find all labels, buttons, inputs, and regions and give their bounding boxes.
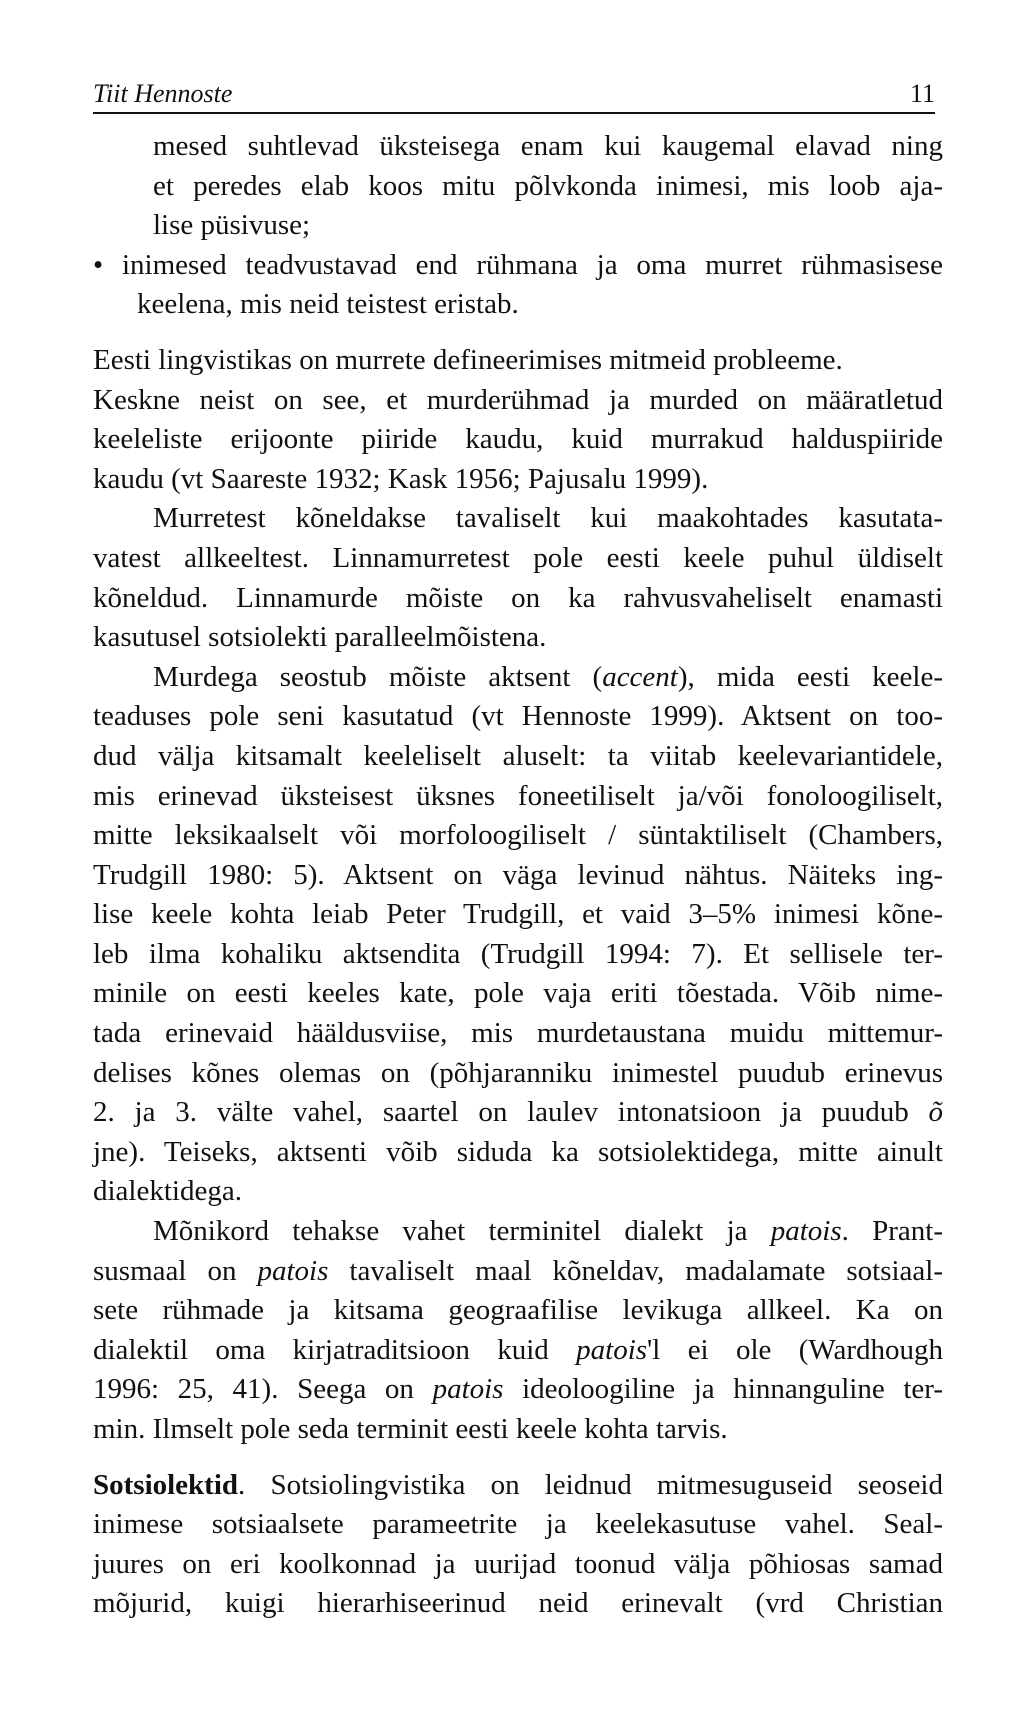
text-run: . Prant-: [841, 1215, 943, 1248]
text-line: kasutusel sotsiolekti paralleelmõistena.: [93, 621, 547, 654]
text-line: sete rühmade ja kitsama geograafilise levikuga allkeel. Ka on: [93, 1294, 943, 1327]
header-author: Tiit Hennoste: [93, 79, 233, 108]
italic-term: patois: [770, 1215, 842, 1248]
text-run: . Sotsiolingvistika on leidnud mitmesuguseid seoseid: [238, 1468, 943, 1501]
text-line: dud välja kitsamalt keeleliselt aluselt: ta viitab keelevariantidele,: [93, 739, 943, 772]
text-line: [93, 1093, 943, 1133]
text-line: Trudgill 1980: 5). Aktsent on väga levinud nähtus. Näiteks ing-: [93, 858, 943, 891]
text-line: vatest allkeeltest. Linnamurretest pole eesti keele puhul üldiselt: [93, 541, 943, 574]
text-line: et peredes elab koos mitu põlvkonda inimesi, mis loob aja-: [153, 169, 943, 202]
italic-term: accent: [602, 660, 678, 693]
text-line: keeleliste erijoonte piiride kaudu, kuid murrakud halduspiiride: [93, 423, 943, 456]
paragraph-gap: [93, 325, 943, 341]
text-line: [93, 1252, 943, 1292]
text-line: jne). Teiseks, aktsenti võib siduda ka sotsiolektidega, mitte ainult: [93, 1135, 943, 1168]
text-line: min. Ilmselt pole seda terminit eesti keele kohta tarvis.: [93, 1413, 728, 1445]
text-run: dialektil oma kirjatraditsioon kuid: [93, 1333, 577, 1366]
text-line: mitte leksikaalselt või morfoloogiliselt / süntaktiliselt (Chambers,: [93, 819, 943, 852]
text-line: [93, 1370, 943, 1410]
text-line: teaduses pole seni kasutatud (vt Hennoste 1999). Aktsent on too-: [93, 700, 943, 733]
italic-term: patois: [576, 1333, 648, 1366]
text-run: susmaal on: [93, 1254, 258, 1287]
italic-term: patois: [432, 1373, 504, 1406]
text-run: 'l ei ole (Wardhough: [647, 1333, 943, 1366]
text-line: lise keele kohta leiab Peter Trudgill, et vaid 3–5% inimesi kõne-: [93, 898, 943, 931]
text-line: [93, 1466, 943, 1506]
text-run: Mõnikord tehakse vahet terminitel dialekt ja: [153, 1215, 771, 1248]
text-line: delises kõnes olemas on (põhjaranniku inimestel puudub erinevus: [93, 1056, 943, 1089]
text-line: [93, 1212, 943, 1252]
text-line: Keskne neist on see, et murderühmad ja murded on määratletud: [93, 383, 943, 416]
text-line: dialektidega.: [93, 1175, 242, 1208]
body-text: [93, 127, 943, 1624]
text-run: Murdega seostub mõiste aktsent (: [153, 660, 603, 693]
text-line: [93, 658, 943, 698]
text-line: mõjurid, kuigi hierarhiseerinud neid erinevalt (vrd Christian: [93, 1587, 943, 1620]
text-line: inimese sotsiaalsete parameetrite ja keelekasutuse vahel. Seal-: [93, 1508, 943, 1541]
text-run: 1996: 25, 41). Seega on: [93, 1373, 433, 1406]
paragraph-gap: [93, 1450, 943, 1466]
text-line: minile on eesti keeles kate, pole vaja eriti tõestada. Võib nime-: [93, 977, 943, 1010]
text-line: kõneldud. Linnamurde mõiste on ka rahvusvaheliselt enamasti: [93, 581, 943, 614]
text-line: mesed suhtlevad üksteisega enam kui kaugemal elavad ning: [153, 130, 943, 162]
text-line: juures on eri koolkonnad ja uurijad toonud välja põhiosas samad: [93, 1547, 943, 1580]
section-heading: Sotsiolektid: [93, 1468, 239, 1501]
running-header: [93, 70, 935, 114]
bullet-line: • inimesed teadvustavad end rühmana ja oma murret rühmasisese: [93, 248, 943, 281]
text-line: Eesti lingvistikas on murrete defineerimises mitmeid probleeme.: [93, 343, 843, 376]
text-line: [93, 1331, 943, 1371]
text-line: mis erinevad üksteisest üksnes foneetiliselt ja/või fonoloogiliselt,: [93, 779, 943, 812]
text-line: lise püsivuse;: [153, 209, 311, 242]
page-number: 11: [909, 79, 935, 108]
text-run: ideoloogiline ja hinnanguline ter-: [503, 1373, 943, 1406]
text-run: ), mida eesti keele-: [677, 660, 943, 693]
text-line: Murretest kõneldakse tavaliselt kui maakohtades kasutata-: [153, 502, 943, 535]
text-line: tada erinevaid hääldusviise, mis murdetaustana muidu mittemur-: [93, 1017, 943, 1050]
italic-term: õ: [928, 1096, 943, 1129]
text-run: 2. ja 3. välte vahel, saartel on laulev intonatsioon ja puudub: [93, 1096, 929, 1129]
text-line: keelena, mis neid teistest eristab.: [137, 288, 519, 321]
text-line: leb ilma kohaliku aktsendita (Trudgill 1994: 7). Et sellisele ter-: [93, 937, 943, 970]
italic-term: patois: [257, 1254, 329, 1287]
text-run: tavaliselt maal kõneldav, madalamate sotsiaal-: [328, 1254, 943, 1287]
text-line: kaudu (vt Saareste 1932; Kask 1956; Pajusalu 1999).: [93, 462, 709, 495]
